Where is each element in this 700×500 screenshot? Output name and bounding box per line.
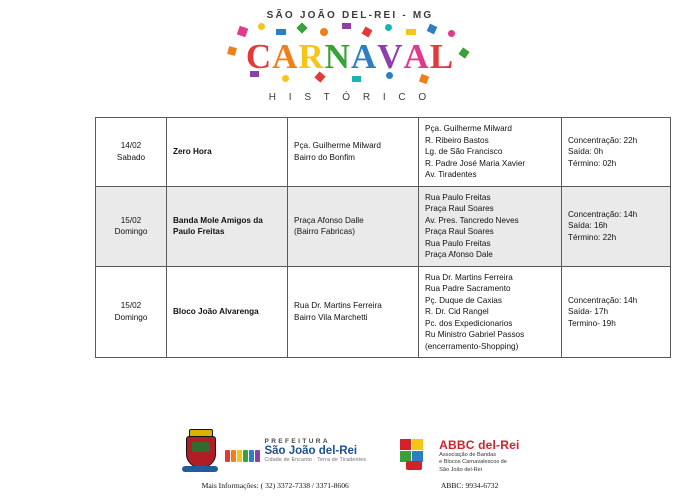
coat-of-arms-icon — [180, 428, 220, 474]
place-line: Bairro do Bonfim — [294, 152, 355, 162]
header-city: SÃO JOÃO DEL-REI - MG — [266, 10, 434, 21]
confetti-shape — [276, 29, 286, 35]
title-letter: R — [298, 37, 325, 76]
footer-logos — [0, 420, 700, 474]
table-row — [96, 186, 671, 266]
confetti-shape — [258, 23, 265, 30]
abbc-logo — [400, 438, 519, 475]
confetti-shape — [237, 26, 249, 38]
title-letter: L — [429, 37, 455, 76]
date-day: 14/02 — [120, 141, 142, 151]
route-line: R. Dr. Cid Rangel — [425, 307, 489, 316]
schedule-table-wrapper — [95, 117, 638, 358]
route-line: Rua Paulo Freitas — [425, 238, 491, 248]
date-day: 15/02 — [120, 215, 142, 225]
route-line: R. Ribeiro Bastos — [425, 135, 489, 145]
time-line: Saída: 0h — [568, 147, 604, 156]
prefeitura-label: PREFEITURA — [264, 437, 330, 445]
table-row — [96, 118, 671, 187]
route-line: Praça Raul Soares — [425, 227, 494, 236]
confetti-shape — [385, 24, 392, 31]
rainbow-bars-icon — [225, 450, 260, 462]
confetti-shape — [406, 29, 416, 35]
confetti-shape — [342, 23, 351, 29]
cell-place — [288, 118, 419, 187]
carnaval-title — [220, 37, 480, 77]
date-weekday: Sabado — [116, 152, 146, 162]
confetti-shape — [320, 28, 328, 36]
title-letter: A — [272, 37, 299, 76]
title-letter: C — [245, 37, 273, 76]
place-line: Pça. Guilherme Milward — [294, 141, 381, 151]
place-line: Rua Dr. Martins Ferreira — [294, 301, 382, 311]
route-line: Rua Dr. Martins Ferreira — [425, 272, 513, 282]
cell-place — [288, 186, 419, 266]
date-day: 15/02 — [120, 301, 142, 311]
abbc-desc-line: São João del-Rei — [439, 466, 483, 473]
prefeitura-logo — [180, 428, 366, 474]
time-line: Termino- 19h — [568, 318, 616, 328]
time-line: Término: 02h — [568, 158, 617, 168]
table-row — [96, 266, 671, 358]
contact-info-right: ABBC: 9934-6732 — [440, 481, 499, 490]
abbc-mark-icon — [400, 439, 434, 473]
cell-times — [562, 118, 671, 187]
cell-date — [96, 186, 167, 266]
carnaval-logo — [220, 23, 480, 85]
time-line: Saída- 17h — [568, 307, 609, 316]
cell-bloco-name: Bloco João Alvarenga — [167, 266, 288, 358]
place-line: (Bairro Fabricas) — [294, 227, 355, 236]
route-line: Praça Afonso Dale — [425, 250, 493, 259]
date-weekday: Domingo — [114, 312, 148, 322]
cell-place — [288, 266, 419, 358]
cell-route — [419, 186, 562, 266]
route-line: Rua Padre Sacramento — [425, 284, 511, 293]
route-line: Pc. dos Expedicionarios — [425, 318, 513, 328]
cell-route — [419, 266, 562, 358]
time-line: Saída: 16h — [568, 221, 608, 231]
abbc-title: ABBC del-Rei — [439, 437, 520, 452]
abbc-desc-line: e Blocos Carnavalescos de — [439, 459, 507, 465]
date-weekday: Domingo — [114, 227, 148, 236]
cell-route — [419, 118, 562, 187]
contact-row — [0, 481, 700, 490]
cell-date — [96, 118, 167, 187]
contact-info-left: Mais Informações: ( 32) 3372-7338 / 3371-8606 — [201, 481, 349, 490]
route-line: R. Padre José Maria Xavier — [425, 158, 526, 168]
poster-footer — [0, 420, 700, 490]
time-line: Concentração: 14h — [568, 209, 638, 219]
confetti-shape — [296, 22, 307, 33]
route-line: Pç. Duque de Caxias — [425, 295, 502, 305]
cell-times — [562, 266, 671, 358]
time-line: Concentração: 14h — [568, 295, 638, 305]
route-line: Rua Paulo Freitas — [425, 192, 491, 202]
prefeitura-tagline: Cidade de Encanto · Terra de Tiradentes — [264, 457, 367, 464]
route-line: (encerramento-Shopping) — [425, 341, 519, 351]
route-line: Av. Pres. Tancredo Neves — [425, 215, 519, 225]
header-subtitle: H I S T Ó R I C O — [268, 92, 432, 103]
route-line: Lg. de São Francisco — [425, 147, 503, 156]
confetti-shape — [427, 24, 438, 35]
place-line: Bairro Vila Marchetti — [294, 312, 368, 322]
route-line: Pça. Guilherme Milward — [425, 124, 512, 133]
prefeitura-name: São João del-Rei — [264, 445, 358, 458]
time-line: Término: 22h — [568, 232, 617, 242]
title-letter: A — [403, 37, 430, 76]
route-line: Praça Raul Soares — [425, 204, 494, 213]
cell-date — [96, 266, 167, 358]
route-line: Ru Ministro Gabriel Passos — [425, 330, 525, 339]
cell-bloco-name: Banda Mole Amigos da Paulo Freitas — [167, 186, 288, 266]
cell-times — [562, 186, 671, 266]
abbc-desc-line: Associação de Bandas — [439, 451, 497, 458]
poster-header — [0, 0, 700, 103]
title-letter: A — [350, 37, 378, 76]
title-letter: N — [324, 37, 351, 76]
confetti-shape — [448, 30, 455, 37]
route-line: Av. Tiradentes — [425, 170, 477, 179]
title-letter: V — [377, 37, 404, 76]
confetti-shape — [362, 27, 373, 38]
schedule-table — [95, 117, 671, 358]
place-line: Praça Afonso Dalle — [294, 215, 364, 225]
time-line: Concentração: 22h — [568, 135, 638, 145]
cell-bloco-name: Zero Hora — [167, 118, 288, 187]
